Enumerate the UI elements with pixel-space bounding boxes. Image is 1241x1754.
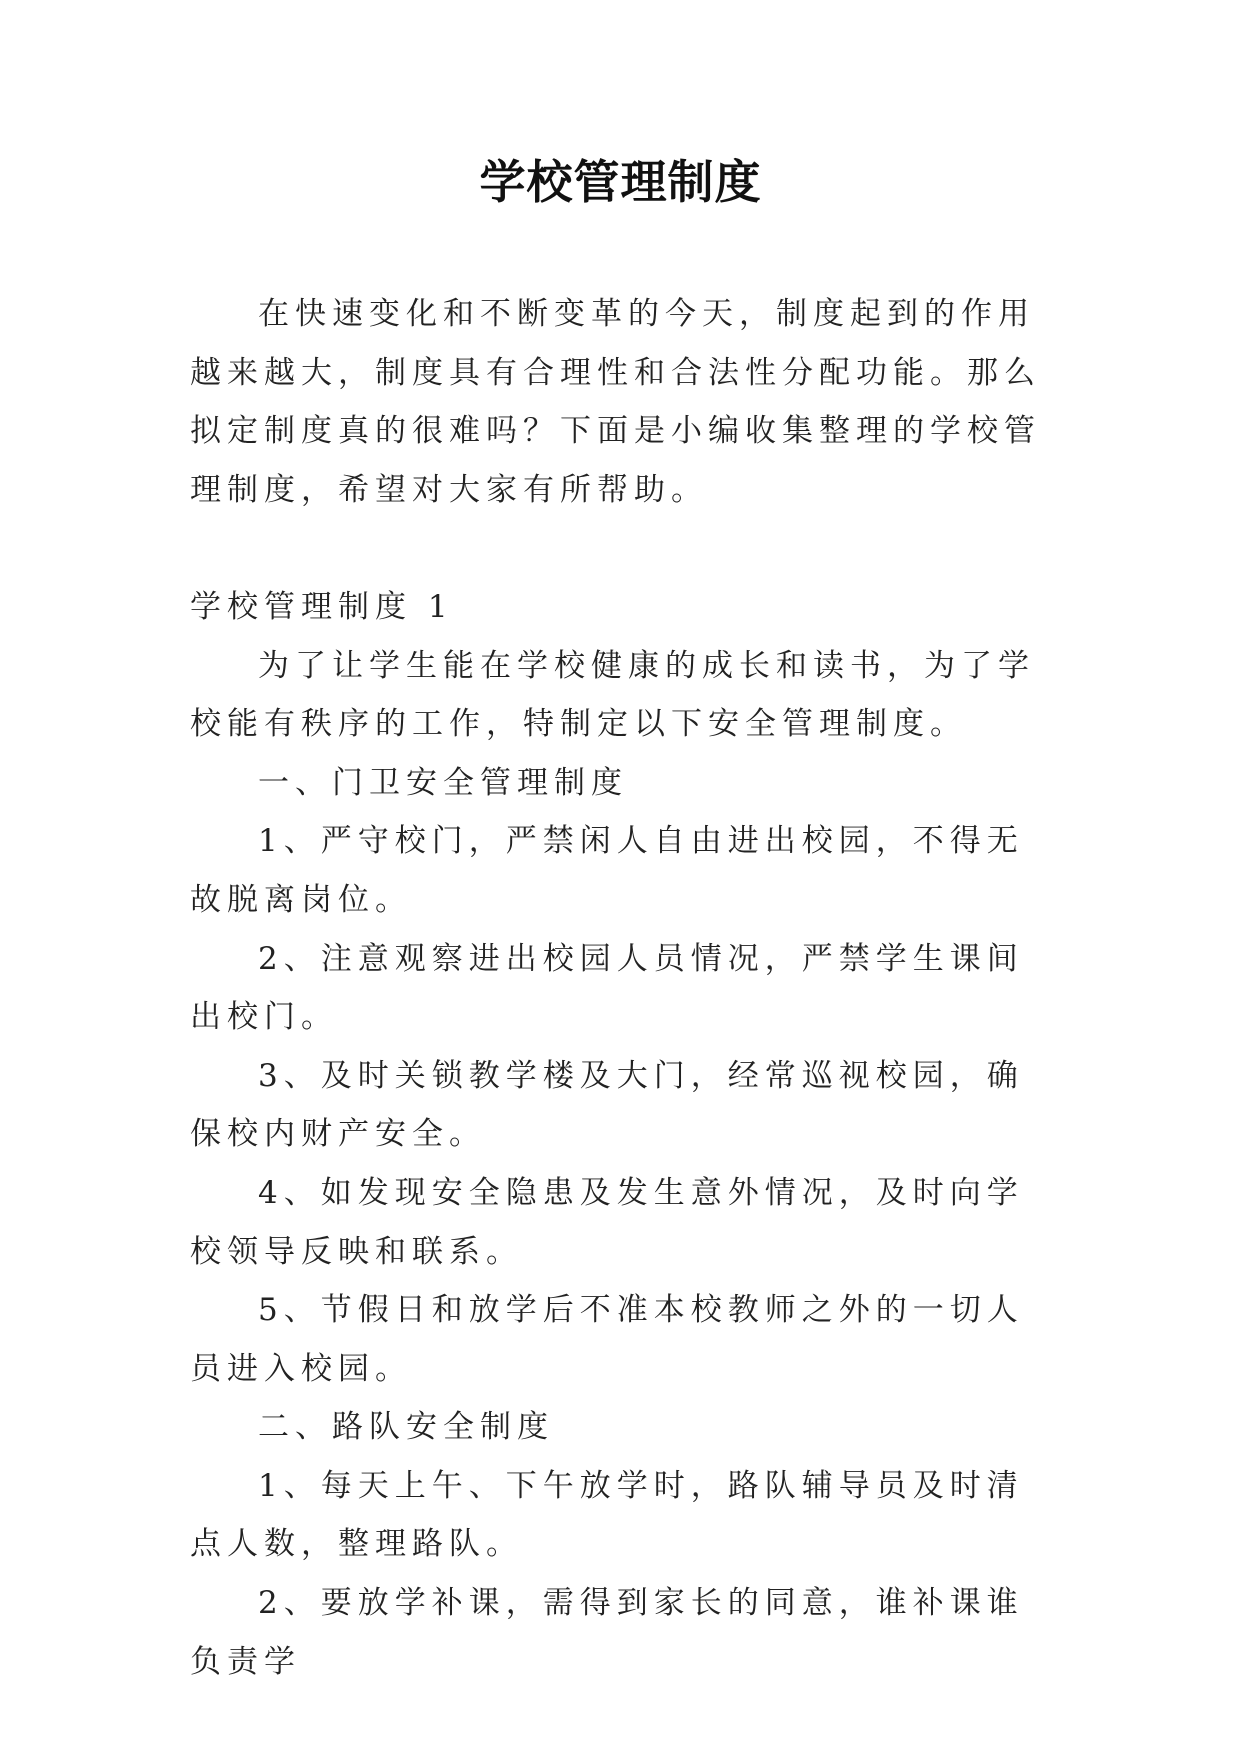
document-title: 学校管理制度 [479,155,762,209]
list-item: 1、严守校门，严禁闲人自由进出校园，不得无故脱离岗位。 [190,823,1024,918]
part-heading-gatekeeper: 一、门卫安全管理制度 [258,764,628,801]
list-item: 1、每天上午、下午放学时，路队辅导员及时清点人数，整理路队。 [190,1467,1024,1563]
paragraph-gap [190,519,1060,578]
section-intro-paragraph: 为了让学生能在学校健康的成长和读书，为了学校能有秩序的工作，特制定以下安全管理制度。 [190,647,1035,743]
list-item: 2、要放学补课，需得到家长的同意，谁补课谁负责学 [190,1585,1024,1680]
section-heading: 学校管理制度 1 [190,588,454,625]
list-item: 5、节假日和放学后不准本校教师之外的一切人员进入校园。 [190,1292,1024,1387]
list-item: 4、如发现安全隐患及发生意外情况，及时向学校领导反映和联系。 [190,1174,1024,1270]
list-item: 3、及时关锁教学楼及大门，经常巡视校园，确保校内财产安全。 [190,1057,1024,1153]
intro-paragraph: 在快速变化和不断变革的今天，制度起到的作用越来越大，制度具有合理性和合法性分配功能。那么拟定制度真的很难吗？下面是小编收集整理的学校管理制度，希望对大家有所帮助。 [190,296,1041,508]
part-heading-road-team: 二、路队安全制度 [258,1409,554,1446]
list-item: 2、注意观察进出校园人员情况，严禁学生课间出校门。 [190,940,1024,1036]
document-body [190,285,1060,1691]
